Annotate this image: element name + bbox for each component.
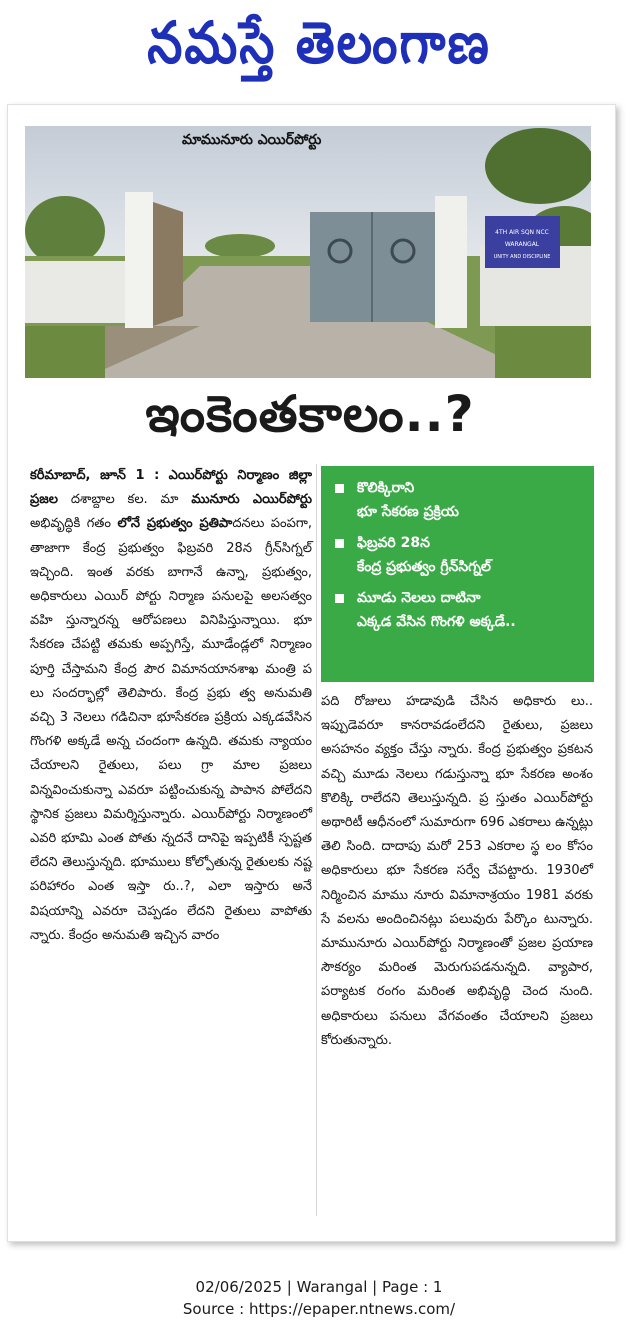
- lead-text-1: దశాబ్దాల కల. మా: [70, 492, 179, 508]
- dateline: కరీమాబాద్, జూన్ 1 :: [30, 468, 160, 483]
- headline-text: ఇంకెంతకాలం..?: [145, 384, 475, 443]
- article-lead-paragraph: [30, 464, 312, 948]
- highlight-line: భూ సేకరణ ప్రక్రియ: [357, 504, 459, 520]
- gate-sign-line2: WARANGAL: [504, 241, 540, 248]
- highlight-line: కేంద్ర ప్రభుత్వం గ్రీన్‌సిగ్నల్: [357, 559, 491, 575]
- left-body-text: దనలు పంపగా, తాజాగా కేంద్ర ప్రభుత్వం ఫిబ్రవరి 28న గ్రీన్‌సిగ్నల్ ఇచ్చింది. ఇంత వరకు బాగానే ఉన్నా, ప్రభుత్వం, అధికారులు ఎయిర్ పోర్టు నిర్మాణ పనులపై అలసత్వం వహి స్తున్నారన్న ఆరోపణలు వినిపిస్తున్నాయి. భూ సేకరణ చేపట్టి తమకు అప్పగిస్తే, మూడేండ్లలో నిర్మాణం పూర్తి చేస్తామని కేంద్ర పౌర విమానయానశాఖ మంత్రి ప లు సందర్భాల్లో తెలిపారు. కేంద్ర ప్రభు త్వ అనుమతి వచ్చి 3 నెలలు గడిచినా భూసేకరణ ప్రక్రియ ఎక్కడవేసిన గొంగళి అక్కడే అన్న చందంగా ఉన్నది. తమకు న్యాయం చేయాలని రైతులు, పలు గ్రా మాల ప్రజలు విన్నవించుకున్నా ఎవరూ పట్టించుకున్న పాపాన పోలేదని స్థానిక ప్రజలు విమర్శిస్తున్నారు. ఎయిర్‌పోర్టు నిర్మాణంలో ఎవరి భూమి ఎంత పోతు న్నదనే దానిపై ఇప్పటికీ స్పష్టత లేదని తెలుస్తున్నది. భూములు కోల్పోతున్న రైతులకు నష్ట పరిహారం ఎంత ఇస్తా రు..?, ఎలా ఇస్తారు అనే విషయాన్ని ఎవరూ చెప్పడం లేదని రైతులు వాపోతు న్నారు. కేంద్రం అనుమతి ఇచ్చిన వారం: [30, 516, 312, 943]
- lead-bold-3: లోనే ప్రభుత్వం ప్రతిపా: [117, 516, 233, 532]
- masthead: [0, 0, 638, 100]
- column-divider: [316, 464, 317, 1216]
- edition-info: 02/06/2025 | Warangal | Page : 1: [195, 1278, 443, 1296]
- highlight-item: [335, 586, 584, 634]
- highlight-line: ఫిబ్రవరి 28న: [357, 535, 430, 551]
- highlight-line: కొలిక్కిరాని: [357, 480, 415, 496]
- page-footer: [0, 1276, 638, 1320]
- airport-gate-illustration: [25, 126, 591, 378]
- gate-sign-line1: 4TH AIR SQN NCC: [495, 229, 549, 236]
- highlight-item: [335, 476, 584, 524]
- headline: [20, 382, 600, 458]
- photo-caption: మామునూరు ఎయిర్‌పోర్టు: [182, 132, 322, 148]
- square-bullet-icon: [335, 594, 344, 603]
- gate-sign-line3: UNITY AND DISCIPLINE: [493, 254, 551, 260]
- highlight-item: [335, 531, 584, 579]
- article-photo: [25, 126, 591, 378]
- source-link[interactable]: Source : https://epaper.ntnews.com/: [182, 1300, 456, 1318]
- square-bullet-icon: [335, 539, 344, 548]
- square-bullet-icon: [335, 484, 344, 493]
- right-body-text: పది రోజులు హడావుడి చేసిన అధికారు లు.. ఇప్పుడెవరూ కానరావడంలేదని రైతులు, ప్రజలు అసహనం వ్యక్తం చేస్తు న్నారు. కేంద్ర ప్రభుత్వం ప్రకటన వచ్చి మూడు నెలలు గడుస్తున్నా భూ సేకరణ అంశం కొలిక్కి రాలేదని తెలుస్తున్నది. ప్ర స్తుతం ఎయిర్‌పోర్టు అథారిటీ ఆధీనంలో సుమారుగా 696 ఎకరాలు ఉన్నట్లు తెలి సింది. దాదాపు మరో 253 ఎకరాల స్థ లం కోసం అధికారులు భూ సేకరణ సర్వే చేపట్టారు. 1930లో నిర్మించిన మాము నూరు విమానాశ్రయం 1981 వరకు సే వలను అందించినట్లు పలువురు పేర్కొం టున్నారు. మామునూరు ఎయిర్‌పోర్టు నిర్మాణంతో ప్రజల ప్రయాణ సౌకర్యం మరింత మెరుగుపడనున్నది. వ్యాపార, పర్యాటక రంగం మరింత అభివృద్ధి చెంద నుంది. అధికారులు పనులు వేగవంతం చేయాలని ప్రజలు కోరుతున్నారు.: [321, 694, 593, 1048]
- article-left-column: [30, 464, 312, 948]
- newspaper-title: నమస్తే తెలంగాణ: [147, 9, 491, 76]
- article-right-column: [321, 690, 593, 1053]
- lead-bold-1: ఎయిర్‌పోర్టు నిర్మాణం జిల్లా ప్రజల: [30, 468, 312, 508]
- highlight-line: ఎక్కడ వేసిన గొంగళి అక్కడే..: [357, 614, 516, 630]
- highlight-line: మూడు నెలలు దాటినా: [357, 590, 481, 606]
- lead-text-2: అభివృద్ధికి గతం: [30, 516, 111, 532]
- highlight-box: [321, 466, 594, 682]
- lead-bold-2: మునూరు ఎయిర్‌పోర్టు: [191, 492, 313, 508]
